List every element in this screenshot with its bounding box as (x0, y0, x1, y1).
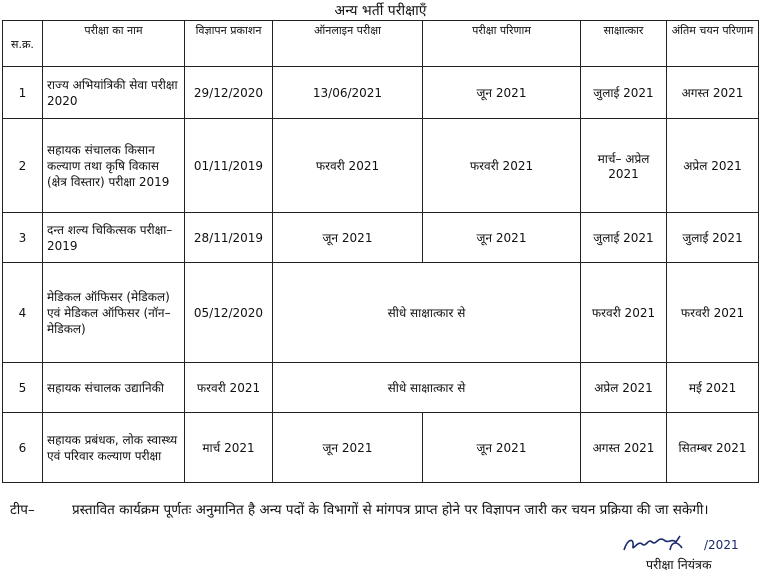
table-row (3, 263, 759, 363)
header-sno: स.क्र. (3, 21, 43, 67)
row-advertisement: 01/11/2019 (185, 119, 273, 213)
row-exam-name: मेडिकल ऑफिसर (मेडिकल) एवं मेडिकल ऑफिसर (नॉन–मेडिकल) (43, 263, 185, 363)
row-final-result: मई 2021 (667, 363, 759, 413)
row-online-exam: 13/06/2021 (273, 67, 423, 119)
row-final-result: अगस्त 2021 (667, 67, 759, 119)
row-final-result: जुलाई 2021 (667, 213, 759, 263)
table-row (3, 119, 759, 213)
header-exam-result: परीक्षा परिणाम (423, 21, 581, 67)
signature-role: परीक्षा नियंत्रक (646, 557, 712, 572)
row-exam-result: जून 2021 (423, 213, 581, 263)
row-exam-name: सहायक संचालक उद्यानिकी (43, 363, 185, 413)
row-final-result: सितम्बर 2021 (667, 413, 759, 483)
signature-block (620, 532, 760, 576)
footnote (10, 500, 758, 521)
row-sno: 4 (3, 263, 43, 363)
row-sno: 2 (3, 119, 43, 213)
row-interview: जुलाई 2021 (581, 67, 667, 119)
row-interview: फरवरी 2021 (581, 263, 667, 363)
row-advertisement: 29/12/2020 (185, 67, 273, 119)
row-interview: अगस्त 2021 (581, 413, 667, 483)
signature-date: /2021 (704, 538, 739, 552)
row-advertisement: फरवरी 2021 (185, 363, 273, 413)
header-online-exam: ऑनलाइन परीक्षा (273, 21, 423, 67)
row-online-exam: फरवरी 2021 (273, 119, 423, 213)
row-direct-interview: सीधे साक्षात्कार से (273, 363, 581, 413)
row-interview: मार्च– अप्रेल 2021 (581, 119, 667, 213)
row-exam-result: जून 2021 (423, 67, 581, 119)
row-final-result: अप्रेल 2021 (667, 119, 759, 213)
row-direct-interview: सीधे साक्षात्कार से (273, 263, 581, 363)
row-exam-name: सहायक प्रबंधक, लोक स्वास्थ्य एवं परिवार कल्याण परीक्षा (43, 413, 185, 483)
table-title: अन्य भर्ती परीक्षाएँ (3, 0, 759, 21)
row-interview: अप्रेल 2021 (581, 363, 667, 413)
row-exam-result: जून 2021 (423, 413, 581, 483)
row-sno: 6 (3, 413, 43, 483)
row-online-exam: जून 2021 (273, 413, 423, 483)
row-advertisement: 05/12/2020 (185, 263, 273, 363)
row-exam-result: फरवरी 2021 (423, 119, 581, 213)
row-advertisement: 28/11/2019 (185, 213, 273, 263)
row-exam-name: दन्त शल्य चिकित्सक परीक्षा–2019 (43, 213, 185, 263)
row-online-exam: जून 2021 (273, 213, 423, 263)
header-final-result: अंतिम चयन परिणाम (667, 21, 759, 67)
row-sno: 3 (3, 213, 43, 263)
row-interview: जुलाई 2021 (581, 213, 667, 263)
handwritten-signature (620, 532, 700, 558)
footnote-text: प्रस्तावित कार्यक्रम पूर्णतः अनुमानित है अन्य पदों के विभागों से मांगपत्र प्राप्त होने पर विज्ञापन जारी कर चयन प्रक्रिया की जा सकेगी। (72, 502, 709, 518)
table-row (3, 363, 759, 413)
row-advertisement: मार्च 2021 (185, 413, 273, 483)
header-interview: साक्षात्कार (581, 21, 667, 67)
row-final-result: फरवरी 2021 (667, 263, 759, 363)
header-row (3, 21, 759, 67)
table-row (3, 213, 759, 263)
row-exam-name: राज्य अभियांत्रिकी सेवा परीक्षा 2020 (43, 67, 185, 119)
table-row (3, 413, 759, 483)
footnote-label: टीप– (10, 502, 35, 518)
row-exam-name: सहायक संचालक किसान कल्याण तथा कृषि विकास (क्षेत्र विस्तार) परीक्षा 2019 (43, 119, 185, 213)
row-sno: 1 (3, 67, 43, 119)
row-sno: 5 (3, 363, 43, 413)
header-exam-name: परीक्षा का नाम (43, 21, 185, 67)
table-row (3, 67, 759, 119)
exam-schedule-table (2, 0, 759, 483)
header-advertisement: विज्ञापन प्रकाशन (185, 21, 273, 67)
